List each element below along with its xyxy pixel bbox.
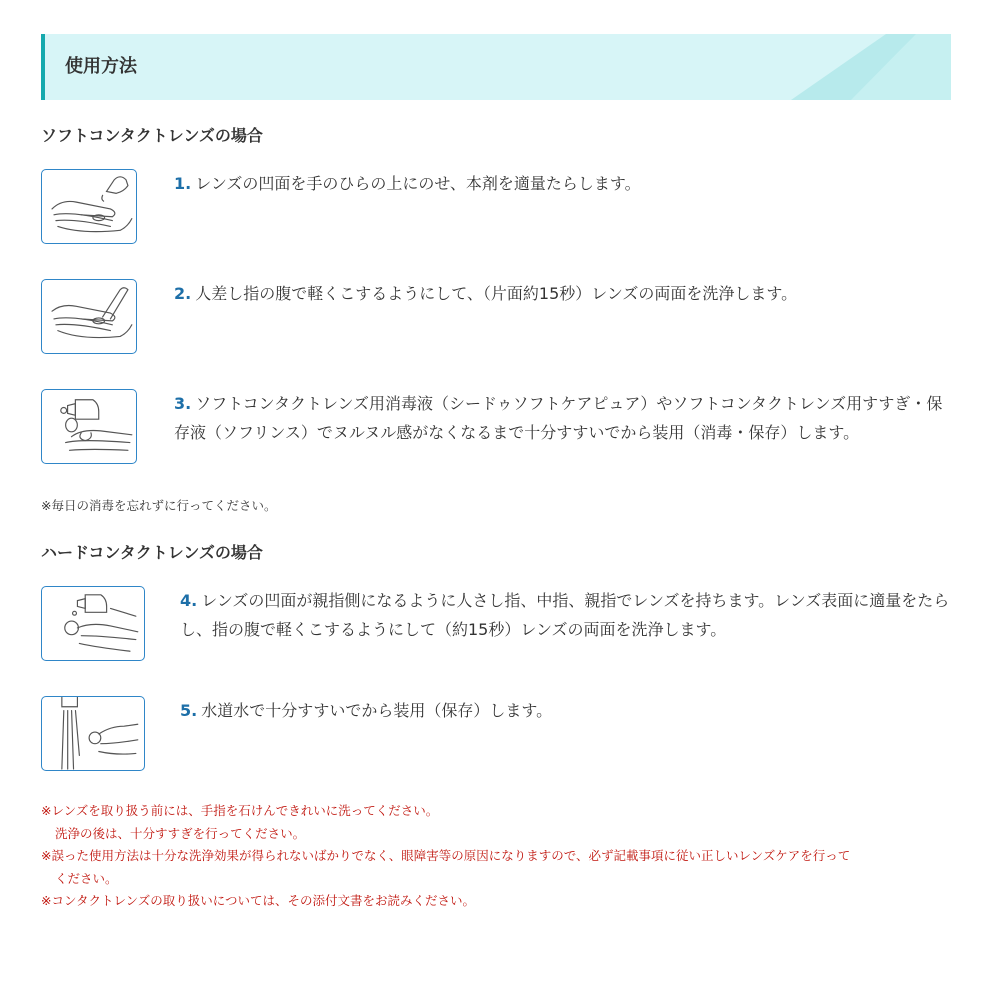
step-2-number: 2.	[174, 284, 192, 303]
warning-line: ください。	[55, 870, 118, 886]
warning-line: ※コンタクトレンズの取り扱いについては、その添付文書をお読みください。	[41, 893, 476, 908]
step-5-description: 水道水で十分すすいでから装用（保存）します。	[201, 701, 553, 720]
step-1-description: レンズの凹面を手のひらの上にのせ、本剤を適量たらします。	[195, 174, 641, 193]
step-1-text	[174, 169, 954, 198]
step-3-description: ソフトコンタクトレンズ用消毒液（シードゥソフトケアピュア）やソフトコンタクトレンズ用すすぎ・保存液（ソフリンス）でヌルヌル感がなくなるまで十分すすいでから装用（消毒・保存）します。	[174, 394, 943, 442]
step-5-number: 5.	[180, 701, 198, 720]
warning-notes	[41, 800, 956, 913]
daily-disinfection-note: ※毎日の消毒を忘れずに行ってください。	[41, 498, 277, 513]
warning-line: ※誤った使用方法は十分な洗浄効果が得られないばかりでなく、眼障害等の原因になりますので、必ず記載事項に従い正しいレンズケアを行って	[41, 848, 851, 863]
soft-lens-section-title: ソフトコンタクトレンズの場合	[41, 126, 263, 145]
page-title: 使用方法	[65, 56, 137, 77]
hard-lens-section-title: ハードコンタクトレンズの場合	[41, 543, 263, 562]
step-5-text	[180, 696, 955, 725]
header-stripe-decoration	[791, 34, 951, 100]
step-4-text	[180, 586, 955, 644]
finger-rub-icon	[41, 279, 137, 354]
step-1-number: 1.	[174, 174, 192, 193]
step-3-text	[174, 389, 954, 447]
usage-header	[41, 34, 951, 100]
step-4-number: 4.	[180, 591, 198, 610]
tap-water-icon	[41, 696, 145, 771]
fingers-hold-lens-icon	[41, 586, 145, 661]
warning-line: 洗浄の後は、十分すすぎを行ってください。	[55, 825, 306, 841]
step-3-number: 3.	[174, 394, 192, 413]
palm-drop-icon	[41, 169, 137, 244]
step-2-text	[174, 279, 954, 308]
rinse-bottle-icon	[41, 389, 137, 464]
warning-line: ※レンズを取り扱う前には、手指を石けんできれいに洗ってください。	[41, 803, 439, 818]
step-4-description: レンズの凹面が親指側になるように人さし指、中指、親指でレンズを持ちます。レンズ表面に適量をたらし、指の腹で軽くこするようにして（約15秒）レンズの両面を洗浄します。	[180, 591, 950, 639]
step-2-description: 人差し指の腹で軽くこするようにして、（片面約15秒）レンズの両面を洗浄します。	[195, 284, 798, 303]
